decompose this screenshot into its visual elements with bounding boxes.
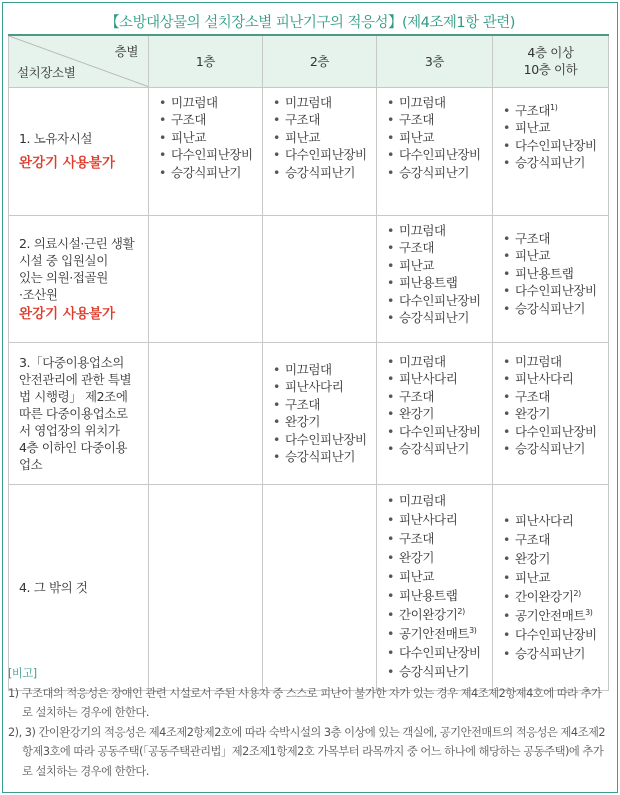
list-item: • 완강기 xyxy=(503,549,608,568)
list-item: • 승강식피난기 xyxy=(503,644,608,663)
notes-label: [비고] xyxy=(8,667,37,680)
list-item: • 피난교 xyxy=(387,129,492,147)
table-row xyxy=(9,215,609,342)
list-item: • 다수인피난장비 xyxy=(503,625,608,644)
list-item xyxy=(503,102,608,120)
list-item: • 승강식피난기 xyxy=(387,164,492,182)
header-floor-3: 3층 xyxy=(377,35,493,87)
list-item: • 승강식피난기 xyxy=(503,300,608,318)
item-text: 공기안전매트 xyxy=(515,607,586,623)
list-item: • 피난교 xyxy=(273,129,376,147)
list-item: • 승강식피난기 xyxy=(387,440,492,458)
list-item: • 승강식피난기 xyxy=(503,154,608,172)
equipment-list xyxy=(493,353,608,458)
list-item: • 피난용트랩 xyxy=(387,274,492,292)
equipment-cell xyxy=(263,342,377,484)
list-item: • 구조대 xyxy=(503,530,608,549)
corner-location-label: 설치장소별 xyxy=(17,64,76,80)
footnote-marker: 2) xyxy=(573,588,581,598)
list-item: • 구조대 xyxy=(387,529,492,548)
list-item: • 미끄럼대 xyxy=(273,361,376,379)
list-item: • 다수인피난장비 xyxy=(503,137,608,155)
list-item: • 완강기 xyxy=(503,405,608,423)
equipment-list xyxy=(377,491,492,681)
header-floor-2: 2층 xyxy=(263,35,377,87)
table-row xyxy=(9,484,609,690)
equipment-cell xyxy=(493,215,609,342)
list-item: • 다수인피난장비 xyxy=(387,643,492,662)
equipment-list xyxy=(377,94,492,182)
list-item: • 다수인피난장비 xyxy=(387,423,492,441)
equipment-list xyxy=(493,230,608,318)
category-label: 4. 그 밖의 것 xyxy=(19,579,88,595)
list-item: • 미끄럼대 xyxy=(387,353,492,371)
list-item xyxy=(387,605,492,624)
table-row xyxy=(9,342,609,484)
list-item: • 미끄럼대 xyxy=(159,94,262,112)
equipment-cell xyxy=(263,484,377,690)
note-1: 1) 구조대의 적응성은 장애인 관련 시설로서 주된 사용자 중 스스로 피난이 불가한 자가 있는 경우 제4조제2항제4호에 따라 추가로 설치하는 경우에 한한다. xyxy=(8,686,602,719)
list-item: • 완강기 xyxy=(387,405,492,423)
list-item: • 피난사다리 xyxy=(503,511,608,530)
list-item: • 승강식피난기 xyxy=(387,662,492,681)
header-floor-1: 1층 xyxy=(149,35,263,87)
equipment-cell xyxy=(149,215,263,342)
list-item: • 승강식피난기 xyxy=(273,448,376,466)
list-item: • 완강기 xyxy=(387,548,492,567)
list-item: • 피난사다리 xyxy=(387,370,492,388)
equipment-cell xyxy=(377,342,493,484)
category-label: 1. 노유자시설 xyxy=(19,131,93,146)
equipment-cell xyxy=(377,87,493,215)
footnote-marker: 1) xyxy=(550,102,558,112)
list-item: • 승강식피난기 xyxy=(503,440,608,458)
list-item: • 피난사다리 xyxy=(503,370,608,388)
list-item: • 구조대 xyxy=(503,388,608,406)
list-item: • 피난용트랩 xyxy=(387,586,492,605)
list-item xyxy=(387,624,492,643)
equipment-cell xyxy=(493,342,609,484)
evacuation-equipment-table xyxy=(8,34,609,691)
list-item: • 다수인피난장비 xyxy=(159,146,262,164)
category-cell xyxy=(9,87,149,215)
equipment-cell xyxy=(377,484,493,690)
equipment-list xyxy=(377,222,492,327)
category-label: 2. 의료시설·근린 생활 시설 중 입원실이 있는 의원·접골원 ·조산원 xyxy=(19,235,135,302)
equipment-list xyxy=(377,353,492,458)
item-text: 공기안전매트 xyxy=(399,625,470,641)
list-item: • 승강식피난기 xyxy=(273,164,376,182)
table-header-row xyxy=(9,35,609,87)
category-cell xyxy=(9,215,149,342)
category-cell xyxy=(9,484,149,690)
category-cell xyxy=(9,342,149,484)
equipment-list xyxy=(263,361,376,466)
equipment-cell xyxy=(149,342,263,484)
equipment-cell xyxy=(149,87,263,215)
equipment-list xyxy=(263,94,376,182)
list-item: • 다수인피난장비 xyxy=(273,146,376,164)
header-corner-cell xyxy=(9,35,149,87)
equipment-list xyxy=(493,511,608,663)
list-item: • 피난교 xyxy=(503,119,608,137)
warning-label: 완강기 사용불가 xyxy=(19,305,115,322)
list-item: • 다수인피난장비 xyxy=(503,282,608,300)
list-item: • 피난교 xyxy=(159,129,262,147)
equipment-cell xyxy=(149,484,263,690)
note-2: 2), 3) 간이완강기의 적응성은 제4조제2항제2호에 따라 숙박시설의 3층 이상에 있는 객실에, 공기안전매트의 적응성은 제4조제2항제3호에 따라 공동주택(「공동주택관리법」제2조제1항제2호 가목부터 라목까지 중 어느 하나에 해당하는 공동주택)에 추가로 설치하는 경우에 한한다. xyxy=(8,725,606,778)
list-item: • 다수인피난장비 xyxy=(387,146,492,164)
table-row xyxy=(9,87,609,215)
warning-label: 완강기 사용불가 xyxy=(19,155,115,171)
equipment-cell xyxy=(377,215,493,342)
equipment-list xyxy=(149,94,262,182)
notes-section xyxy=(8,664,608,781)
list-item: • 피난사다리 xyxy=(387,510,492,529)
category-label: 3.「다중이용업소의 안전관리에 관한 특별 법 시행령」 제2조에 따른 다중이용업소로 서 영업장의 위치가 4층 이하인 다중이용 업소 xyxy=(19,354,132,472)
list-item: • 구조대 xyxy=(273,396,376,414)
document-title: 【소방대상물의 설치장소별 피난기구의 적응성】(제4조제1항 관련) xyxy=(105,15,515,31)
list-item: • 구조대 xyxy=(159,111,262,129)
list-item: • 다수인피난장비 xyxy=(273,431,376,449)
list-item: • 피난사다리 xyxy=(273,378,376,396)
header-floor-4-10: 4층 이상 10층 이하 xyxy=(493,35,609,87)
equipment-cell xyxy=(493,87,609,215)
list-item: • 미끄럼대 xyxy=(387,491,492,510)
list-item xyxy=(503,606,608,625)
corner-floor-label: 층별 xyxy=(114,44,138,59)
item-text: 간이완강기 xyxy=(515,588,574,604)
list-item: • 구조대 xyxy=(387,388,492,406)
list-item: • 구조대 xyxy=(273,111,376,129)
list-item: • 미끄럼대 xyxy=(503,353,608,371)
list-item: • 다수인피난장비 xyxy=(387,292,492,310)
list-item: • 피난교 xyxy=(387,257,492,275)
list-item: • 피난교 xyxy=(387,567,492,586)
equipment-cell xyxy=(263,87,377,215)
list-item: • 구조대 xyxy=(387,239,492,257)
list-item: • 다수인피난장비 xyxy=(503,423,608,441)
list-item: • 피난교 xyxy=(503,568,608,587)
equipment-cell xyxy=(263,215,377,342)
list-item: • 미끄럼대 xyxy=(387,222,492,240)
footnote-marker: 2) xyxy=(457,606,465,616)
list-item: • 미끄럼대 xyxy=(273,94,376,112)
list-item: • 피난용트랩 xyxy=(503,265,608,283)
item-text: 간이완강기 xyxy=(399,606,458,622)
equipment-cell xyxy=(493,484,609,690)
list-item xyxy=(503,587,608,606)
list-item: • 승강식피난기 xyxy=(387,309,492,327)
list-item: • 승강식피난기 xyxy=(159,164,262,182)
item-text: 구조대 xyxy=(515,102,551,118)
list-item: • 피난교 xyxy=(503,247,608,265)
equipment-list xyxy=(493,102,608,172)
footnote-marker: 3) xyxy=(585,607,593,617)
footnote-marker: 3) xyxy=(469,625,477,635)
list-item: • 미끄럼대 xyxy=(387,94,492,112)
list-item: • 구조대 xyxy=(387,111,492,129)
list-item: • 완강기 xyxy=(273,413,376,431)
list-item: • 구조대 xyxy=(503,230,608,248)
